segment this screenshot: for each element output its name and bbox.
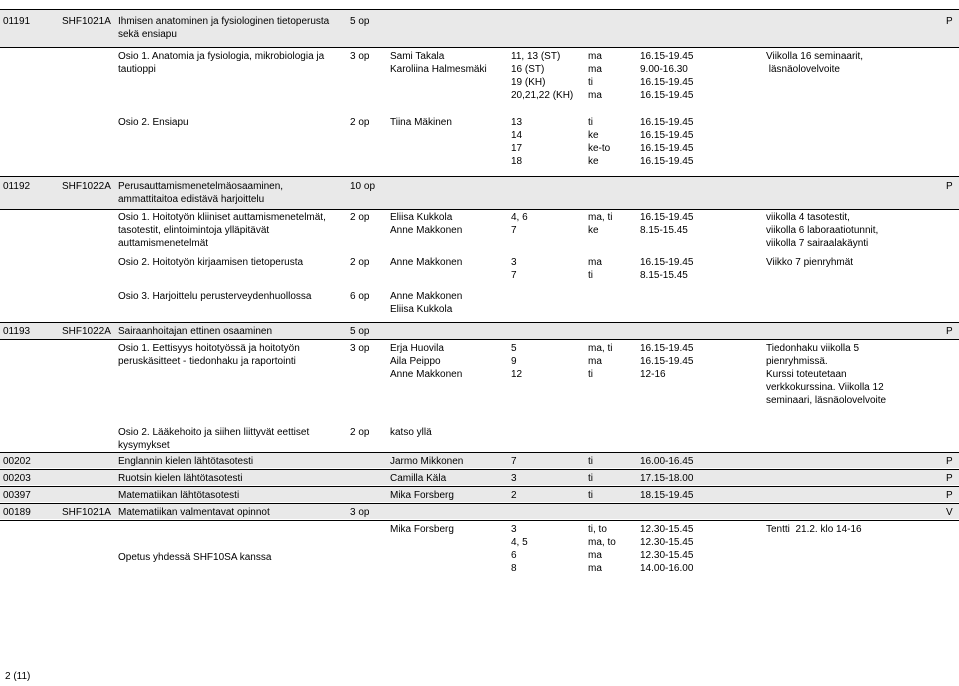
course-teacher: Mika Forsberg: [390, 490, 454, 501]
module-time: 16.15-19.45 16.15-19.45 16.15-19.45 16.15-19.45: [640, 117, 694, 167]
module-title: Osio 2. Hoitotyön kirjaamisen tietoperusta: [118, 257, 304, 268]
module-credits: 2 op: [350, 427, 370, 438]
module-credits: 6 op: [350, 291, 370, 302]
module-credits: 3 op: [350, 51, 370, 62]
course-title: Ihmisen anatominen ja fysiologinen tietoperusta sekä ensiapu: [118, 16, 330, 40]
course-code: 00202: [3, 456, 31, 467]
module-teacher: katso yllä: [390, 427, 432, 438]
module-day: ti ke ke-to ke: [588, 117, 611, 167]
module-week: 4, 6 7: [511, 212, 528, 236]
module-teacher: Anne Makkonen Eliisa Kukkola: [390, 291, 463, 315]
module-time: 16.15-19.45 8.15-15.45: [640, 257, 694, 281]
course-title: Sairaanhoitajan ettinen osaaminen: [118, 326, 272, 337]
module-teacher: Erja Huovila Aila Peippo Anne Makkonen: [390, 343, 463, 380]
module-title: Osio 1. Eettisyys hoitotyössä ja hoitotyön peruskäsitteet - tiedonhaku ja raportointi: [118, 343, 300, 367]
module-day: ma, ti ke: [588, 212, 613, 236]
module-title: Osio 1. Hoitotyön kliiniset auttamismenetelmät, tasotestit, elintoimintoja ylläpitävät auttamismenetelmät: [118, 212, 326, 249]
course-grade: P: [946, 456, 953, 467]
course-grade: P: [946, 16, 953, 27]
course-day: ti: [588, 456, 593, 467]
module-title: Osio 2. Lääkehoito ja siihen liittyvät eettiset kysymykset: [118, 427, 310, 451]
rule: [0, 486, 959, 487]
course-grade: P: [946, 473, 953, 484]
course-teacher: Camilla Käla: [390, 473, 447, 484]
course-credits: 3 op: [350, 507, 370, 518]
course-grade: V: [946, 507, 953, 518]
course-title: Englannin kielen lähtötasotesti: [118, 456, 254, 467]
course-week: 2: [511, 490, 517, 501]
rule: [0, 452, 959, 453]
course-code: 01192: [3, 181, 31, 192]
rule: [0, 9, 959, 10]
course-title: Ruotsin kielen lähtötasotesti: [118, 473, 243, 484]
module-day: ti, to ma, to ma ma: [588, 524, 616, 574]
module-title: Osio 1. Anatomia ja fysiologia, mikrobiologia ja tautioppi: [118, 51, 325, 75]
module-teacher: Mika Forsberg: [390, 524, 454, 535]
module-credits: 2 op: [350, 257, 370, 268]
course-grade: P: [946, 326, 953, 337]
module-note: Tentti 21.2. klo 14-16: [766, 524, 862, 535]
module-note: viikolla 4 tasotestit, viikolla 6 laboraatiotunnit, viikolla 7 sairaalakäynti: [766, 212, 879, 249]
course-code: 00397: [3, 490, 31, 501]
module-note: Viikko 7 pienryhmät: [766, 257, 854, 268]
module-day: ma ma ti ma: [588, 51, 602, 101]
rule: [0, 503, 959, 504]
rule: [0, 209, 959, 210]
course-code: 00203: [3, 473, 31, 484]
module-credits: 2 op: [350, 117, 370, 128]
module-day: ma, ti ma ti: [588, 343, 613, 380]
course-credits: 5 op: [350, 16, 370, 27]
module-teacher: Sami Takala Karoliina Halmesmäki: [390, 51, 487, 75]
course-time: 16.00-16.45: [640, 456, 694, 467]
module-time: 16.15-19.45 8.15-15.45: [640, 212, 694, 236]
rule: [0, 322, 959, 323]
course-code: 00189: [3, 507, 31, 518]
course-teacher: Jarmo Mikkonen: [390, 456, 464, 467]
course-time: 18.15-19.45: [640, 490, 694, 501]
module-time: 16.15-19.45 9.00-16.30 16.15-19.45 16.15-19.45: [640, 51, 694, 101]
course-title: Perusauttamismenetelmäosaaminen, ammattitaitoa edistävä harjoittelu: [118, 181, 284, 205]
module-credits: 3 op: [350, 343, 370, 354]
page-number: 2 (11): [5, 671, 31, 682]
module-time: 12.30-15.45 12.30-15.45 12.30-15.45 14.00-16.00: [640, 524, 694, 574]
course-code: 01193: [3, 326, 31, 337]
module-title: Osio 3. Harjoittelu perusterveydenhuollossa: [118, 291, 312, 302]
module-week: 5 9 12: [511, 343, 523, 380]
module-week: 13 14 17 18: [511, 117, 523, 167]
module-note: Viikolla 16 seminaarit, läsnäolovelvoite: [766, 51, 864, 75]
course-time: 17.15-18.00: [640, 473, 694, 484]
course-group: SHF1021A: [62, 16, 111, 27]
module-title: Opetus yhdessä SHF10SA kanssa: [118, 552, 272, 563]
module-credits: 2 op: [350, 212, 370, 223]
course-grade: P: [946, 181, 953, 192]
module-week: 3 4, 5 6 8: [511, 524, 528, 574]
module-day: ma ti: [588, 257, 602, 281]
course-week: 7: [511, 456, 517, 467]
course-credits: 10 op: [350, 181, 376, 192]
rule: [0, 47, 959, 48]
course-day: ti: [588, 473, 593, 484]
course-group: SHF1022A: [62, 326, 111, 337]
module-teacher: Eliisa Kukkola Anne Makkonen: [390, 212, 463, 236]
rule: [0, 176, 959, 177]
rule: [0, 339, 959, 340]
course-title: Matematiikan valmentavat opinnot: [118, 507, 270, 518]
course-group: SHF1021A: [62, 507, 111, 518]
rule: [0, 469, 959, 470]
module-title: Osio 2. Ensiapu: [118, 117, 189, 128]
module-week: 3 7: [511, 257, 517, 281]
course-title: Matematiikan lähtötasotesti: [118, 490, 240, 501]
course-credits: 5 op: [350, 326, 370, 337]
course-grade: P: [946, 490, 953, 501]
course-week: 3: [511, 473, 517, 484]
course-day: ti: [588, 490, 593, 501]
module-week: 11, 13 (ST) 16 (ST) 19 (KH) 20,21,22 (KH): [511, 51, 574, 101]
rule: [0, 520, 959, 521]
course-group: SHF1022A: [62, 181, 111, 192]
module-teacher: Tiina Mäkinen: [390, 117, 452, 128]
module-time: 16.15-19.45 16.15-19.45 12-16: [640, 343, 694, 380]
course-code: 01191: [3, 16, 31, 27]
module-teacher: Anne Makkonen: [390, 257, 463, 268]
module-note: Tiedonhaku viikolla 5 pienryhmissä. Kurssi toteutetaan verkkokurssina. Viikolla 12 seminaari, läsnäolovelvoite: [766, 343, 887, 406]
